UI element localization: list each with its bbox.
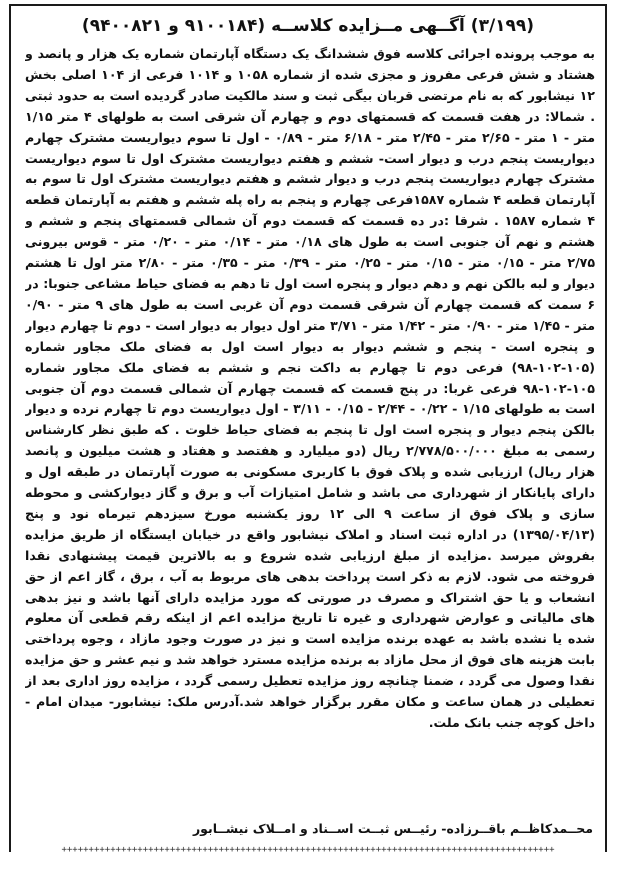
separator-line: +++++++++++++++++++++++++++++++++++++++++++++++++++++++++++++++++++++++++++++++++++++++++++ (61, 845, 555, 855)
notice-frame (9, 4, 607, 855)
notice-title: (۳/۱۹۹) آگــهی مــزایده کلاســه (۹۱۰۰۱۸۴ و ۹۴۰۰۸۲۱) (81, 16, 535, 36)
notice-signature: محــمدکاظــم باقــرزاده- رئیــس ثبــت اســناد و امــلاک نیشــابور (192, 821, 593, 836)
notice-body: به موجب پرونده اجرائی کلاسه فوق ششدانگ یک دستگاه آپارتمان شماره یک هزار و پانصد و هشتاد و شش فرعی مفروز و مجزی شده از شماره ۱۰۵۸ و ۱۰۱۴ فرعی از ۱۰۴ اصلی بخش ۱۲ نیشابور که به نام مرتضی قربان بیگی ثبت و سند مالکیت صادر گردیده است به حدود ثبتی . شمالا: در هفت قسمت که قسمتهای دوم و چهارم آن شرقی است به طولهای ۴ متر ۱/۱۵ متر - ۱ متر - ۲/۶۵ متر - ۲/۴۵ متر - ۶/۱۸ متر - ۰/۸۹ - اول تا سوم دیواریست مشترک چهارم دیواریست پنجم درب و دیوار است- ششم و هفتم دیواریست مشترک اول تا سوم دیواریست مشترک چهارم دیواریست پنجم درب و دیوار ششم و هفتم دیواریست مشترک اول تا سوم به آپارتمان قطعه ۴ شماره ۱۵۸۷فرعی چهارم و پنجم به راه پله ششم و هفتم به آپارتمان قطعه ۴ شماره ۱۵۸۷ . شرقا :در ده قسمت که قسمت دوم آن شمالی قسمتهای پنجم و ششم و هشتم و نهم آن جنوبی است به طول های ۰/۱۸ متر - ۰/۱۴ متر - ۰/۲۰ متر - قوس بیرونی ۲/۷۵ متر - ۰/۱۵ متر - ۰/۱۵ متر - ۰/۲۵ متر - ۰/۳۹ متر - ۰/۳۵ متر - ۲/۸۰ متر اول تا هشتم دیوار و لبه بالکن نهم و دهم دیوار و پنجره است اول تا دهم به فضای حیاط مشاعی جنوبا: در ۶ سمت که قسمت چهارم آن شرقی قسمت دوم آن غربی است به طول های ۹ متر - ۰/۹۰ متر - ۱/۴۵ متر - ۰/۹۰ متر - ۱/۴۲ متر - ۳/۷۱ متر اول دیوار به دیوار است - دوم تا چهارم دیوار و پنجره است - پنجم و ششم دیوار به دیوار است اول به فضای ملک مجاور شماره (۱۰۵-۱۰۲-۹۸) فرعی دوم تا چهارم به داکت نجم و ششم به فضای ملک مجاور شماره ۱۰۵-۱۰۲-۹۸ فرعی غربا: در پنج قسمت که قسمت چهارم آن شمالی قسمت دوم آن جنوبی است به طولهای ۱/۱۵ - ۰/۲۲ - ۲/۴۴ - ۰/۱۵ - ۳/۱۱ - اول دیواریست دوم تا چهارم نرده و دیوار بالکن پنجم دیوار و پنجره است اول تا پنجم به فضای حیاط خلوت . که طبق نظر کارشناس رسمی به مبلغ ۲/۷۷۸/۵۰۰/۰۰۰ ریال (دو میلیارد و هفتصد و هفتاد و هشت میلیون و پانصد هزار ریال) ارزیابی شده و پلاک فوق با کاربری مسکونی به صورت آپارتمان در طبقه اول و دارای پایانکار از شهرداری می باشد و شامل امتیازات آب و برق و گاز دیوارکشی و محوطه سازی و پلاک فوق از ساعت ۹ الی ۱۲ روز یکشنبه مورخ سیزدهم تیرماه نود و پنج (۱۳۹۵/۰۴/۱۳) در اداره ثبت اسناد و املاک نیشابور واقع در خیابان ایستگاه از طریق مزایده بفروش میرسد .مزایده از مبلغ ارزیابی شده شروع و به بالاترین قیمت پیشنهادی نقدا فروخته می شود. لازم به ذکر است پرداخت بدهی های مربوط به آب ، برق ، گاز اعم از حق انشعاب و یا حق اشتراک و مصرف در صورتی که مورد مزایده دارای آنها باشد و نیز بدهی های مالیاتی و عوارض شهرداری و غیره تا تاریخ مزایده اعم از اینکه رقم قطعی آن معلوم شده یا نشده باشد به عهده برنده مزایده است و نیز در صورت وجود مازاد ، وجوه پرداختی بابت هزینه های فوق از محل مازاد به برنده مزایده مسترد خواهد شد و نیم عشر و حق مزایده نقدا وصول می گردد ، ضمنا چنانچه روز مزایده تعطیل رسمی گردد ، مزایده روز اداری بعد از تعطیلی در همان ساعت و مکان مقرر برگزار خواهد شد.آدرس ملک: نیشابور- میدان امام - داخل کوچه جنب بانک ملت. (25, 46, 595, 730)
